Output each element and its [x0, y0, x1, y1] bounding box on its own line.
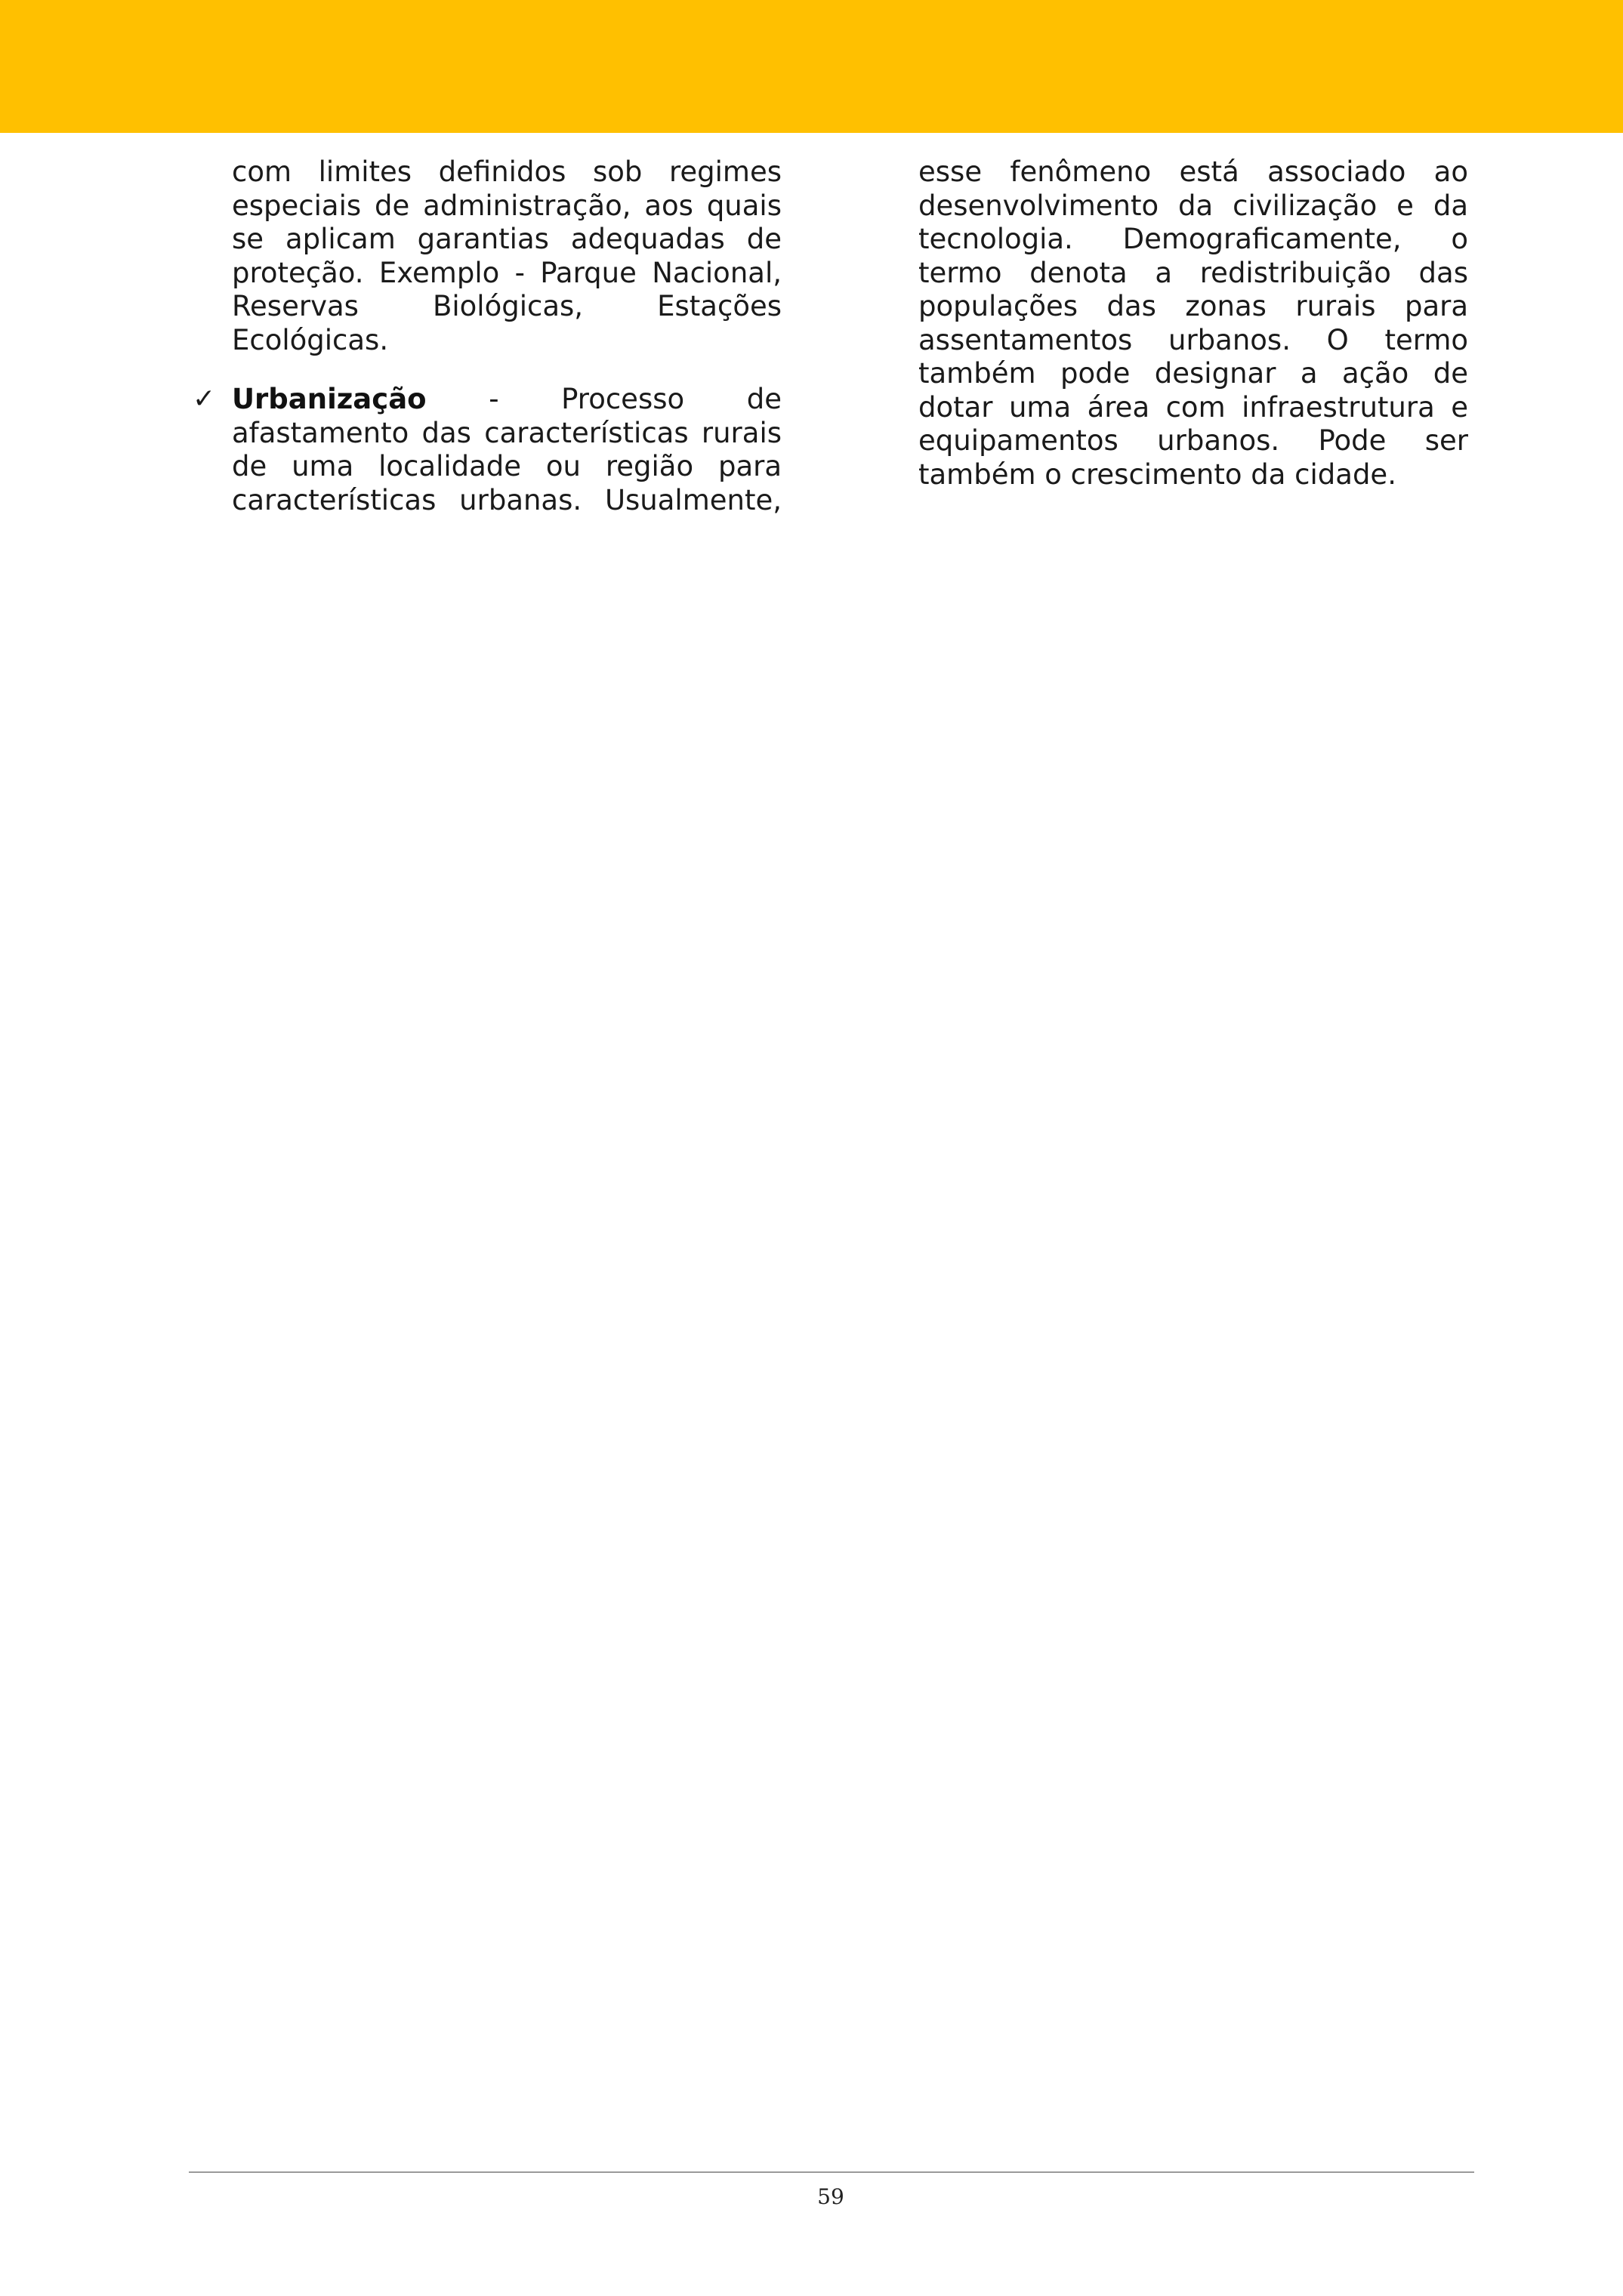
list-item-urbanizacao — [193, 383, 782, 517]
intro-paragraph: com limites definidos sob regimes especiais de administração, aos quais se aplicam garantias adequadas de proteção. Exemplo - Parque Nacional, Reservas Biológicas, Estações Ecológicas. — [232, 156, 782, 356]
page-number: 59 — [817, 2184, 844, 2209]
bullet-paragraph — [232, 383, 782, 517]
left-column — [193, 156, 782, 517]
header-band — [0, 0, 1623, 133]
checkmark-icon: ✓ — [193, 384, 216, 415]
bullet-text: - Processo de afastamento das características rurais de uma localidade ou região para características urbanas. Usualmente, — [232, 383, 782, 516]
right-paragraph: esse fenômeno está associado ao desenvolvimento da civilização e da tecnologia. Demograficamente, o termo denota a redistribuição das populações das zonas rurais para assentamentos urbanos. O termo também pode designar a ação de dotar uma área com infraestrutura e equipamentos urbanos. Pode ser também o crescimento da cidade. — [918, 156, 1468, 491]
right-column — [918, 156, 1468, 492]
term-heading: Urbanização — [232, 383, 427, 415]
footer-divider — [189, 2171, 1474, 2173]
